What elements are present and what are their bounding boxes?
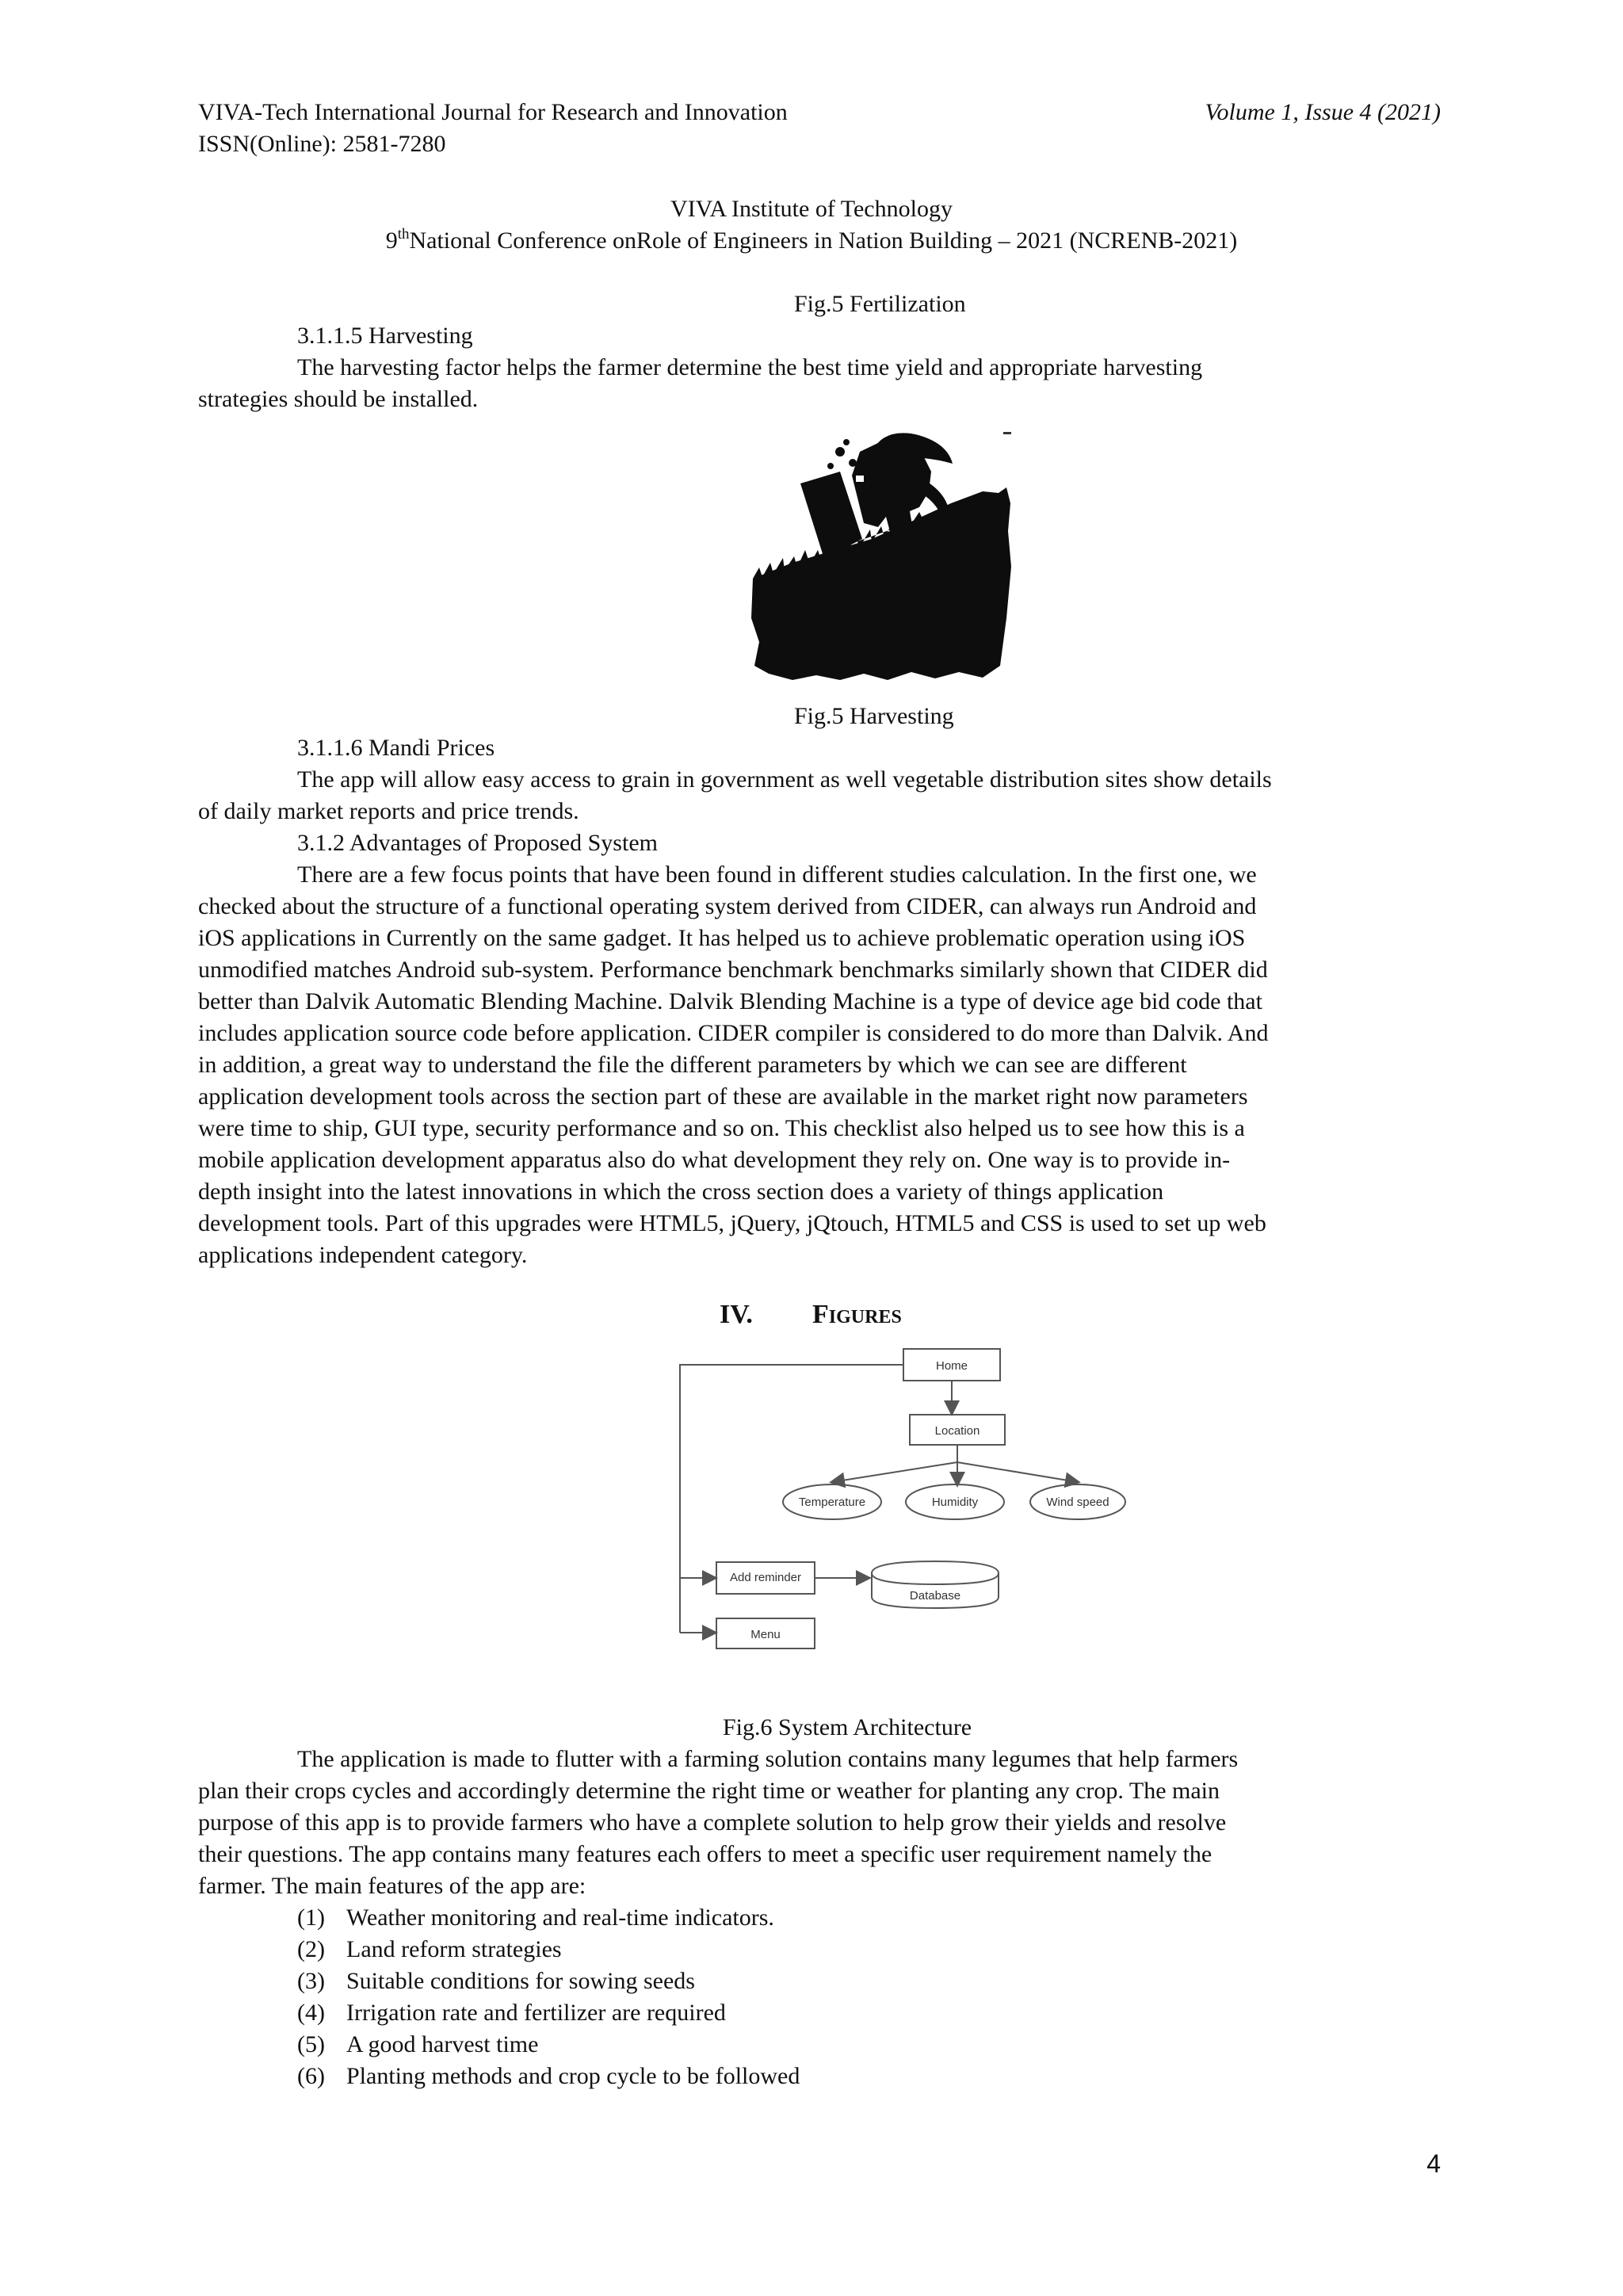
advantages-text-line: applications independent category.	[198, 1242, 528, 1268]
app-text-line: purpose of this app is to provide farmers who have a complete solution to help grow their yields and resolve	[198, 1809, 1227, 1836]
list-item	[297, 1966, 695, 1997]
list-text: Suitable conditions for sowing seeds	[346, 1968, 695, 1994]
list-number: (2)	[297, 1936, 325, 1962]
list-number: (4)	[297, 2000, 325, 2026]
advantages-text-line: There are a few focus points that have been found in different studies calculation. In the first one, we	[297, 861, 1257, 888]
section-number: IV.	[720, 1300, 753, 1329]
list-item	[297, 1902, 774, 1934]
advantages-text-line: were time to ship, GUI type, security performance and so on. This checklist also helped us to see how this is a	[198, 1115, 1245, 1141]
add-reminder-label: Add reminder	[729, 1571, 802, 1584]
app-text-line: their questions. The app contains many features each offers to meet a specific user requirement namely the	[198, 1841, 1212, 1867]
list-text: Land reform strategies	[346, 1936, 562, 1962]
list-text: A good harvest time	[346, 2031, 539, 2057]
list-item	[297, 2029, 538, 2061]
mandi-heading: 3.1.1.6 Mandi Prices	[297, 735, 495, 761]
advantages-heading: 3.1.2 Advantages of Proposed System	[297, 830, 658, 856]
humidity-label: Humidity	[931, 1496, 979, 1509]
mandi-text-line: of daily market reports and price trends.	[198, 798, 579, 824]
list-text: Planting methods and crop cycle to be followed	[346, 2063, 800, 2089]
system-architecture-diagram	[674, 1343, 1133, 1652]
fig-harvesting-caption: Fig.5 Harvesting	[794, 703, 954, 729]
fig-fertilization-caption: Fig.5 Fertilization	[794, 291, 966, 317]
issn: ISSN(Online): 2581-7280	[198, 131, 446, 157]
list-text: Irrigation rate and fertilizer are required	[346, 2000, 726, 2026]
advantages-text-line: includes application source code before application. CIDER compiler is considered to do more than Dalvik. And	[198, 1020, 1269, 1046]
harvesting-heading: 3.1.1.5 Harvesting	[297, 323, 473, 349]
list-number: (3)	[297, 1968, 325, 1994]
advantages-text-line: unmodified matches Android sub-system. Performance benchmark benchmarks similarly shown that CIDER did	[198, 957, 1268, 983]
location-label: Location	[934, 1424, 980, 1438]
list-number: (5)	[297, 2031, 325, 2057]
list-number: (1)	[297, 1904, 325, 1931]
conference-ordinal-suffix: th	[397, 226, 410, 243]
list-item	[297, 1997, 726, 2029]
section-title: Figures	[812, 1300, 902, 1329]
list-number: (6)	[297, 2063, 325, 2089]
list-text: Weather monitoring and real-time indicators.	[346, 1904, 774, 1931]
volume-issue: Volume 1, Issue 4 (2021)	[1205, 99, 1441, 125]
advantages-text-line: depth insight into the latest innovations in which the cross section does a variety of things application	[198, 1179, 1164, 1205]
advantages-text-line: iOS applications in Currently on the same gadget. It has helped us to achieve problematic operation using iOS	[198, 925, 1246, 951]
database-label: Database	[909, 1589, 961, 1603]
wind-speed-label: Wind speed	[1046, 1496, 1109, 1509]
conference-ordinal: 9	[385, 227, 398, 254]
mandi-text-line: The app will allow easy access to grain in government as well vegetable distribution sites show details	[297, 766, 1272, 793]
app-text-line: farmer. The main features of the app are:	[198, 1873, 586, 1899]
harvesting-figure	[745, 428, 1062, 690]
institute-name: VIVA Institute of Technology	[670, 196, 953, 222]
journal-title: VIVA-Tech International Journal for Research and Innovation	[198, 99, 788, 125]
fig-architecture-caption: Fig.6 System Architecture	[723, 1714, 972, 1740]
app-text-line: The application is made to flutter with a farming solution contains many legumes that help farmers	[297, 1746, 1239, 1772]
temperature-label: Temperature	[798, 1496, 866, 1509]
advantages-text-line: mobile application development apparatus also do what development they rely on. One way is to provide in-	[198, 1147, 1231, 1173]
advantages-text-line: better than Dalvik Automatic Blending Machine. Dalvik Blending Machine is a type of device age bid code that	[198, 988, 1262, 1014]
home-label: Home	[935, 1359, 968, 1373]
advantages-text-line: checked about the structure of a functional operating system derived from CIDER, can always run Android and	[198, 893, 1257, 919]
harvesting-text-line: strategies should be installed.	[198, 386, 479, 412]
menu-label: Menu	[750, 1628, 781, 1641]
page-number: 4	[1426, 2149, 1441, 2178]
conference-name	[0, 225, 1623, 257]
advantages-text-line: development tools. Part of this upgrades were HTML5, jQuery, jQtouch, HTML5 and CSS is used to set up web	[198, 1210, 1266, 1236]
conference-title: National Conference onRole of Engineers in Nation Building – 2021 (NCRENB-2021)	[409, 227, 1238, 254]
advantages-text-line: in addition, a great way to understand the file the different parameters by which we can see are different	[198, 1052, 1187, 1078]
list-item	[297, 1934, 562, 1966]
list-item	[297, 2061, 800, 2092]
harvesting-text-line: The harvesting factor helps the farmer determine the best time yield and appropriate harvesting	[297, 354, 1203, 380]
advantages-text-line: application development tools across the section part of these are available in the market right now parameters	[198, 1083, 1248, 1110]
app-text-line: plan their crops cycles and accordingly determine the right time or weather for planting any crop. The main	[198, 1778, 1220, 1804]
